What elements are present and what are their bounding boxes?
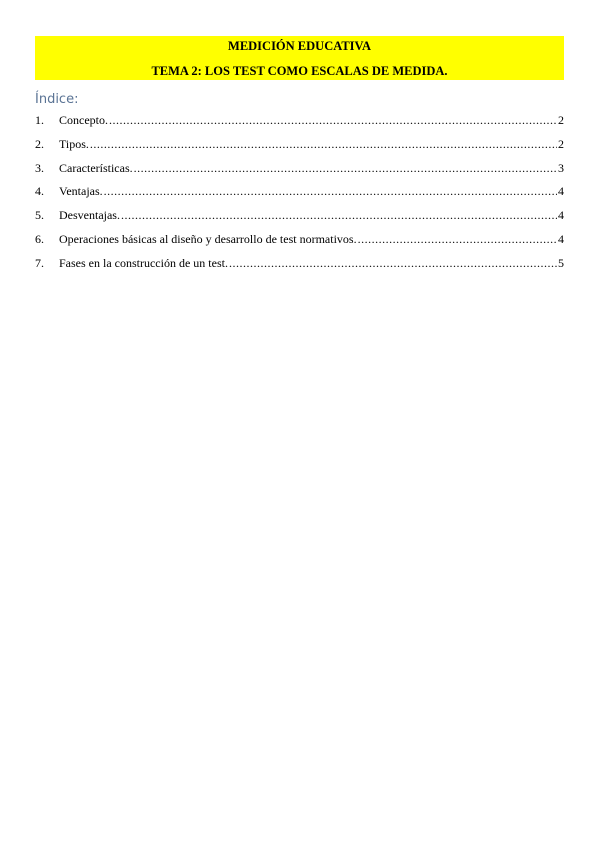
toc-entry-number: 2. [35, 136, 44, 151]
toc-dot-leader [109, 113, 557, 128]
toc-entry-number: 5. [35, 208, 44, 223]
document-title: MEDICIÓN EDUCATIVA [228, 39, 371, 53]
toc-dot-leader [134, 161, 557, 176]
toc-entry-label: Desventajas. [59, 208, 120, 223]
toc-entry-6[interactable] [35, 232, 564, 256]
toc-entry-3[interactable] [35, 161, 564, 185]
toc-dot-leader [104, 184, 557, 199]
toc-entry-label: Tipos. [59, 136, 89, 151]
toc-entry-page: 4 [558, 231, 564, 246]
toc-entry-number: 3. [35, 160, 44, 175]
toc-entry-page: 5 [558, 255, 564, 270]
toc-entry-page: 2 [558, 136, 564, 151]
toc-entry-label: Características. [59, 160, 133, 175]
toc-entry-label: Concepto. [59, 113, 108, 127]
toc-entry-page: 2 [558, 113, 564, 127]
toc-entry-label: Operaciones básicas al diseño y desarrollo de test normativos. [59, 231, 357, 246]
toc-dot-leader [121, 208, 557, 223]
toc-entry-number: 1. [35, 113, 44, 127]
toc-entry-number: 7. [35, 255, 44, 270]
toc-dot-leader [229, 256, 557, 271]
toc-entry-page: 4 [558, 208, 564, 223]
toc-entry-label: Ventajas. [59, 184, 103, 199]
toc-entry-page: 3 [558, 160, 564, 175]
table-of-contents [35, 113, 564, 280]
index-heading: Índice: [35, 92, 79, 107]
toc-entry-number: 6. [35, 231, 44, 246]
toc-entry-7[interactable] [35, 256, 564, 280]
toc-entry-number: 4. [35, 184, 44, 199]
toc-entry-page: 4 [558, 184, 564, 199]
toc-dot-leader [358, 232, 557, 247]
toc-entry-label: Fases en la construcción de un test. [59, 255, 228, 270]
toc-dot-leader [90, 137, 557, 152]
toc-entry-2[interactable] [35, 137, 564, 161]
document-subtitle: TEMA 2: LOS TEST COMO ESCALAS DE MEDIDA. [151, 64, 448, 78]
title-band [35, 36, 564, 80]
toc-entry-5[interactable] [35, 208, 564, 232]
toc-entry-1[interactable] [35, 113, 564, 137]
toc-entry-4[interactable] [35, 184, 564, 208]
